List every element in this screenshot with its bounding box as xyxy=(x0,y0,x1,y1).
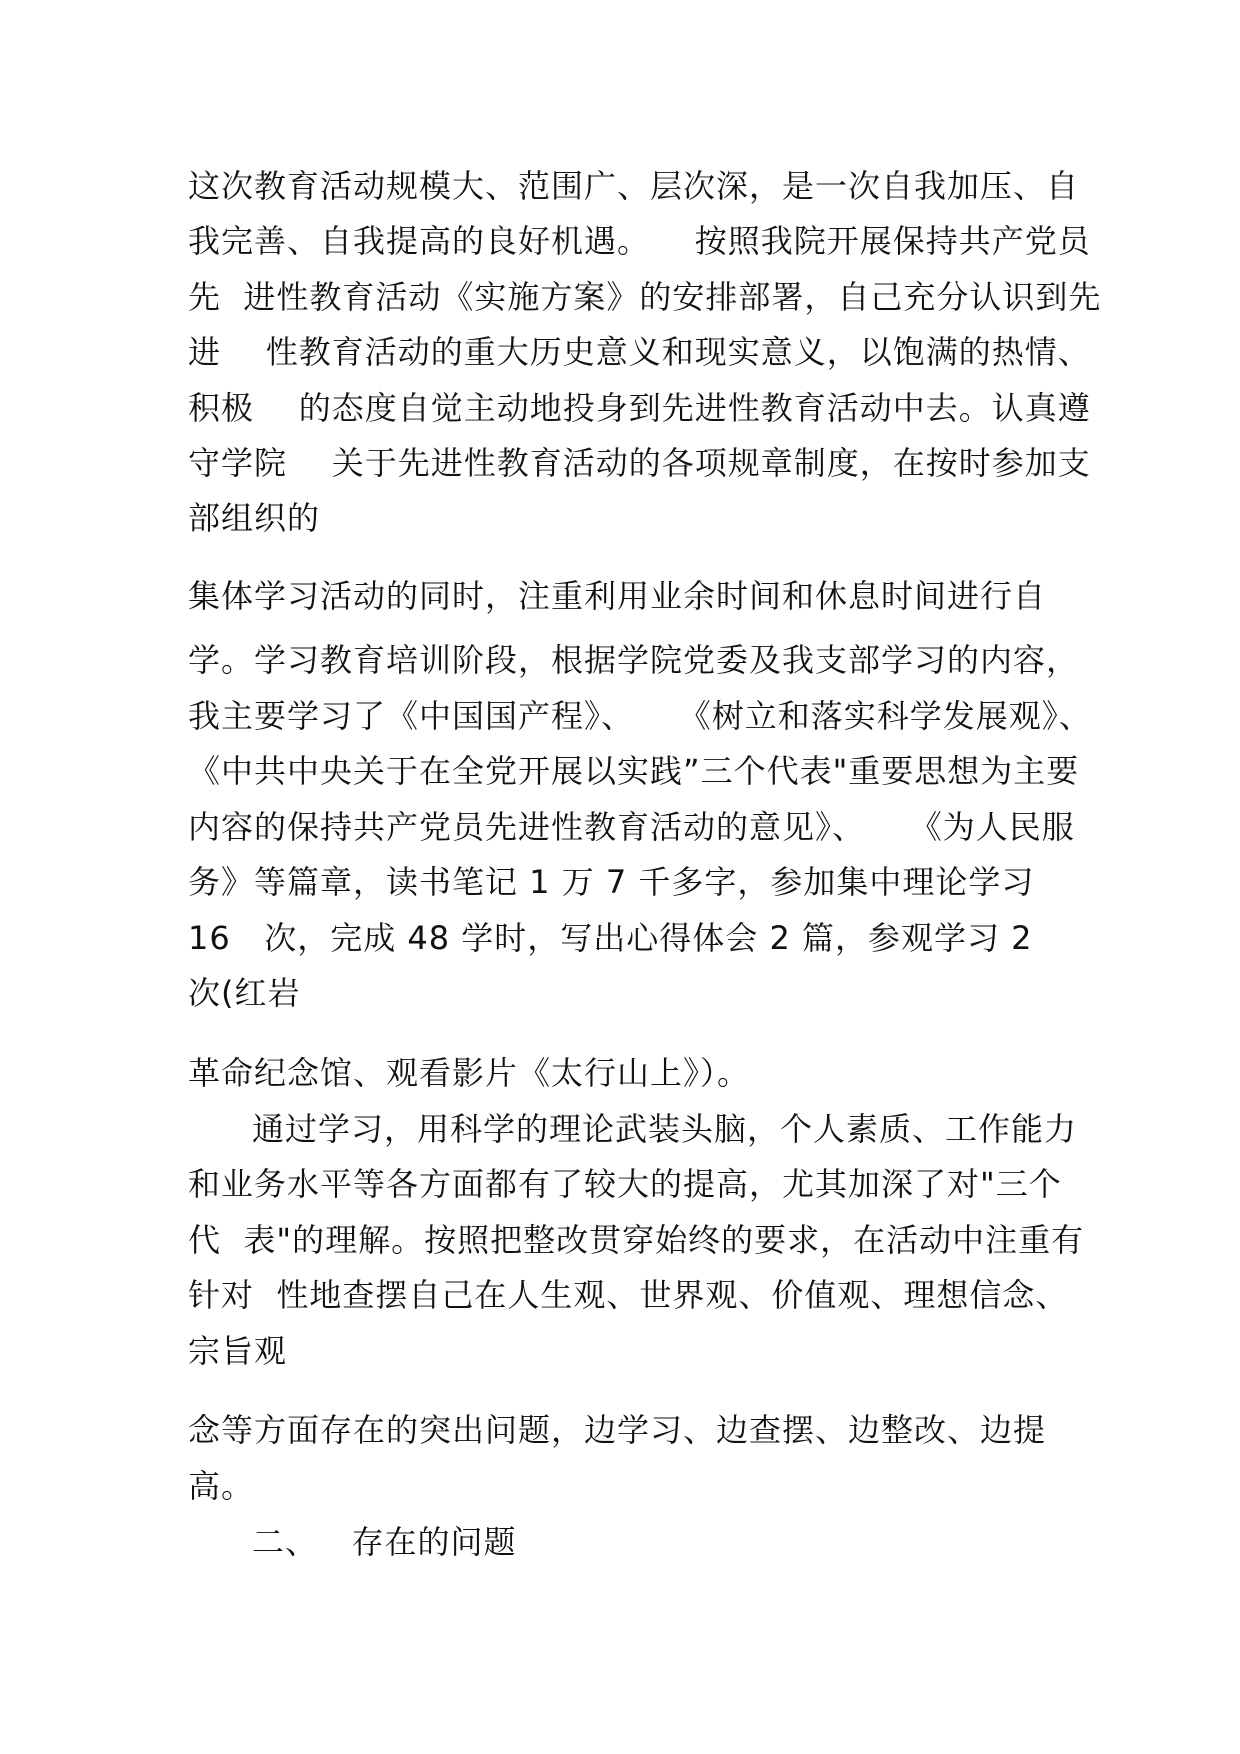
text-line: 和业务水平等各方面都有了较大的提高，尤其加深了对"三个 xyxy=(188,1165,1062,1203)
text-line: 学。学习教育培训阶段，根据学院党委及我支部学习的内容， xyxy=(188,641,1080,679)
text-line: 16 次，完成 48 学时，写出心得体会 2 篇，参观学习 2 xyxy=(188,919,1033,957)
text-line: 高。 xyxy=(188,1467,255,1505)
text-line: 我完善、自我提高的良好机遇。 按照我院开展保持共产党员 xyxy=(188,222,1091,260)
section-heading: 二、 存在的问题 xyxy=(252,1523,517,1561)
paragraph-first-line: 通过学习，用科学的理论武装头脑，个人素质、工作能力 xyxy=(252,1110,1078,1148)
text-line: 我主要学习了《中国国产程》、 《树立和落实科学发展观》、 xyxy=(188,697,1092,735)
text-line: 代 表"的理解。按照把整改贯穿始终的要求，在活动中注重有 xyxy=(188,1221,1085,1259)
text-line: 部组织的 xyxy=(188,499,321,537)
text-line: 革命纪念馆、观看影片《太行山上》）。 xyxy=(188,1054,751,1092)
text-line: 先 进性教育活动《实施方案》的安排部署，自己充分认识到先 xyxy=(188,278,1102,316)
text-line: 这次教育活动规模大、范围广、层次深，是一次自我加压、自 xyxy=(188,167,1080,205)
text-line: 务》等篇章，读书笔记 1 万 7 千多字，参加集中理论学习 xyxy=(188,863,1035,901)
text-line: 次(红岩 xyxy=(188,974,301,1012)
text-line: 宗旨观 xyxy=(188,1332,288,1370)
text-line: 集体学习活动的同时，注重利用业余时间和休息时间进行自 xyxy=(188,577,1047,615)
text-line: 念等方面存在的突出问题，边学习、边查摆、边整改、边提 xyxy=(188,1411,1047,1449)
text-line: 针对 性地查摆自己在人生观、世界观、价值观、理想信念、 xyxy=(188,1276,1069,1314)
text-line: 内容的保持共产党员先进性教育活动的意见》、 《为人民服 xyxy=(188,808,1075,846)
text-line: 积极 的态度自觉主动地投身到先进性教育活动中去。认真遵 xyxy=(188,389,1091,427)
text-line: 守学院 关于先进性教育活动的各项规章制度，在按时参加支 xyxy=(188,444,1091,482)
text-line: 《中共中央关于在全党开展以实践”三个代表"重要思想为主要 xyxy=(188,752,1080,790)
text-line: 进 性教育活动的重大历史意义和现实意义，以饱满的热情、 xyxy=(188,333,1091,371)
